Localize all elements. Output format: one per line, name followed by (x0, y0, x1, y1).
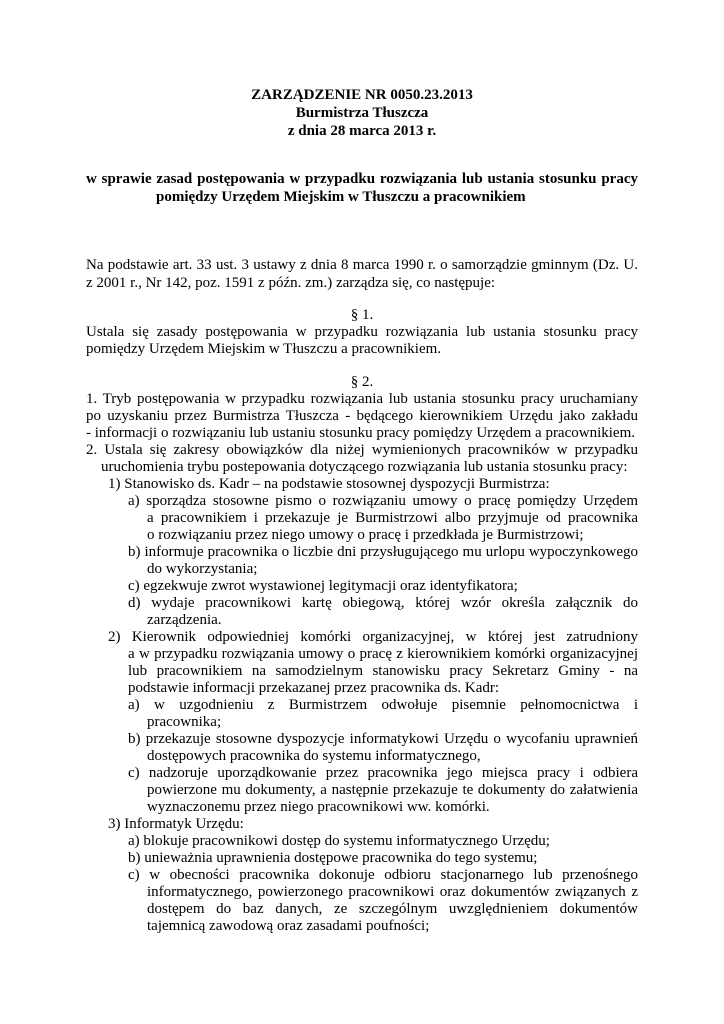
item-2-title-line-2: a w przypadku rozwiązania umowy o pracę z kierownikiem komórki organizacyjnej (128, 646, 638, 662)
item-2c-line-3: wyznaczonemu przez niego pracownikowi ww. komórki. (147, 799, 490, 815)
item-1d-line-1: d) wydaje pracownikowi kartę obiegową, której wzór określa załącznik do (128, 595, 638, 611)
document-title: ZARZĄDZENIE NR 0050.23.2013 (251, 87, 473, 103)
item-3c-line-3: dostępem do baz danych, ze szczególnym uwzględnieniem dokumentów (147, 901, 638, 917)
item-2c-line-1: c) nadzoruje uporządkowanie przez pracownika jego miejsca pracy i odbiera (128, 765, 638, 781)
preamble-line-1: Na podstawie art. 33 ust. 3 ustawy z dnia 8 marca 1990 r. o samorządzie gminnym (Dz. U. (86, 257, 638, 273)
item-1a-line-2: a pracownikiem i przekazuje je Burmistrzowi albo przyjmuje od pracownika (147, 510, 638, 526)
item-3c-line-2: informatycznego, powierzonego pracownikowi oraz dokumentów związanych z (147, 884, 638, 900)
item-2-title-line-1: 2) Kierownik odpowiedniej komórki organizacyjnej, w której jest zatrudniony (108, 629, 638, 645)
item-1a-line-3: o rozwiązaniu przez niego umowy o pracę i przedkłada je Burmistrzowi; (147, 527, 584, 543)
s2-p1-line-3: - informacji o rozwiązaniu lub ustaniu stosunku pracy pomiędzy Urzędem a pracownikiem. (86, 425, 635, 441)
item-3c-line-4: tajemnicą zawodową oraz zasadami poufności; (147, 918, 430, 934)
item-2a-line-1: a) w uzgodnieniu z Burmistrzem odwołuje pisemnie pełnomocnictwa i (128, 697, 638, 713)
subject-line-2: pomiędzy Urzędem Miejskim w Tłuszczu a pracownikiem (156, 189, 526, 205)
item-2-title-line-4: podstawie informacji przekazanej przez pracownika ds. Kadr: (128, 680, 500, 696)
subject-line-1: w sprawie zasad postępowania w przypadku rozwiązania lub ustania stosunku pracy (86, 171, 638, 187)
s2-p2-line-2: uruchomienia trybu postepowania dotyczącego rozwiązania lub ustania stosunku pracy: (101, 459, 628, 475)
item-2b-line-2: dostępowych pracownika do systemu informatycznego, (147, 748, 481, 764)
preamble-line-2: z 2001 r., Nr 142, poz. 1591 z późn. zm.) zarządza się, co następuje: (86, 275, 496, 291)
item-3c-line-1: c) w obecności pracownika dokonuje odbioru stacjonarnego lub przenośnego (128, 867, 638, 883)
section-1-line-2: pomiędzy Urzędem Miejskim w Tłuszczu a pracownikiem. (86, 341, 442, 357)
item-2b-line-1: b) przekazuje stosowne dyspozycje informatykowi Urzędu o wycofaniu uprawnień (128, 731, 638, 747)
item-3a: a) blokuje pracownikowi dostęp do systemu informatycznego Urzędu; (128, 833, 550, 849)
s2-p1-line-1: 1. Tryb postępowania w przypadku rozwiązania lub ustania stosunku pracy uruchamiany (86, 391, 638, 407)
s2-p1-line-2: po uzyskaniu przez Burmistrza Tłuszcza - będącego kierownikiem Urzędu jako zakładu (86, 408, 638, 424)
section-2-heading: § 2. (350, 374, 374, 390)
document-issuer: Burmistrza Tłuszcza (295, 105, 429, 121)
item-1b-line-1: b) informuje pracownika o liczbie dni przysługującego mu urlopu wypoczynkowego (128, 544, 638, 560)
item-2c-line-2: powierzone mu dokumenty, a następnie przekazuje te dokumenty do załatwienia (147, 782, 638, 798)
item-3-title: 3) Informatyk Urzędu: (108, 816, 244, 832)
document-date: z dnia 28 marca 2013 r. (287, 123, 437, 139)
item-1a-line-1: a) sporządza stosowne pismo o rozwiązaniu umowy o pracę pomiędzy Urzędem (128, 493, 638, 509)
item-1b-line-2: do wykorzystania; (147, 561, 258, 577)
section-1-heading: § 1. (350, 307, 374, 323)
item-1-title: 1) Stanowisko ds. Kadr – na podstawie stosownej dyspozycji Burmistrza: (108, 476, 550, 492)
item-2a-line-2: pracownika; (147, 714, 222, 730)
item-1d-line-2: zarządzenia. (147, 612, 222, 628)
item-2-title-line-3: lub pracownikiem na samodzielnym stanowisku pracy Sekretarz Gminy - na (128, 663, 638, 679)
item-3b: b) unieważnia uprawnienia dostępowe pracownika do tego systemu; (128, 850, 538, 866)
s2-p2-line-1: 2. Ustala się zakresy obowiązków dla niżej wymienionych pracowników w przypadku (86, 442, 638, 458)
item-1c: c) egzekwuje zwrot wystawionej legitymacji oraz identyfikatora; (128, 578, 518, 594)
section-1-line-1: Ustala się zasady postępowania w przypadku rozwiązania lub ustania stosunku pracy (86, 324, 638, 340)
